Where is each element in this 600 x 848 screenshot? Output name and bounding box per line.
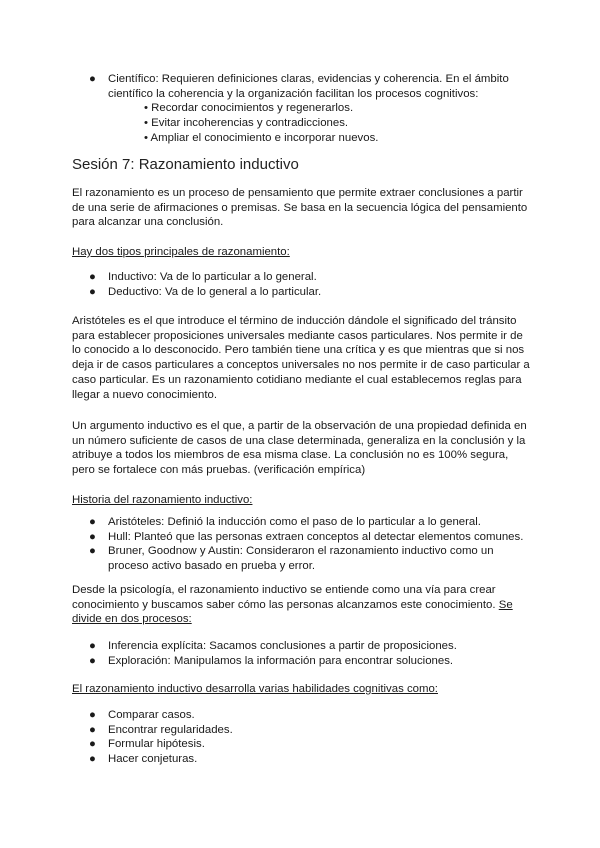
sub-list-item: • Recordar conocimientos y regenerarlos. bbox=[144, 102, 354, 115]
list-item bbox=[72, 530, 532, 545]
list-item-text: Inferencia explícita: Sacamos conclusiones a partir de proposiciones. bbox=[108, 640, 457, 652]
list-item-text: Deductivo: Va de lo general a lo particular. bbox=[108, 285, 322, 298]
bullet-icon: ● bbox=[89, 73, 96, 85]
list-item bbox=[72, 723, 532, 738]
list-item-text: Hull: Planteó que las personas extraen conceptos al detectar elementos comunes. bbox=[108, 530, 524, 543]
list-item-text: Aristóteles: Definió la inducción como el paso de lo particular a lo general. bbox=[108, 516, 481, 528]
aristoteles-paragraph: Aristóteles es el que introduce el término de inducción dándole el significado del tránsito para establecer proposiciones universales mediante casos particulares. Nos permite ir de lo conocido a lo desconocido. Pero también tiene una crítica y es que mientras que si nos deja ir de casos particulares a conceptos universales no nos permite ir de caso particular a caso particular. Es un razonamiento cotidiano mediante el cual establecemos reglas para llegar a nuevo conocimiento. bbox=[72, 315, 530, 401]
list-item bbox=[72, 708, 532, 723]
list-item bbox=[72, 515, 532, 530]
bullet-icon: ● bbox=[89, 753, 96, 766]
argument-paragraph: Un argumento inductivo es el que, a partir de la observación de una propiedad definida en un número suficiente de casos de una clase determinada, generaliza en la conclusión y la atribuye a todos los miembros de esa misma clase. La conclusión no es 100% segura, pero se fortalece con más pruebas. (verificación empírica) bbox=[72, 420, 527, 477]
psych-text: Desde la psicología, el razonamiento inductivo se entiende como una vía para crear conocimiento y buscamos saber cómo las personas alcanzamos este conocimiento. bbox=[72, 584, 496, 611]
skills-list bbox=[72, 708, 532, 767]
sub-list-item: • Ampliar el conocimiento e incorporar nuevos. bbox=[144, 131, 379, 144]
list-item-text: Exploración: Manipulamos la información para encontrar soluciones. bbox=[108, 654, 454, 667]
list-item bbox=[72, 544, 532, 573]
skills-heading: El razonamiento inductivo desarrolla varias habilidades cognitivas como: bbox=[72, 683, 438, 695]
sub-list bbox=[108, 101, 532, 145]
list-item-text: Encontrar regularidades. bbox=[108, 723, 233, 736]
process-list bbox=[72, 639, 532, 668]
bullet-icon: ● bbox=[89, 530, 96, 543]
types-heading: Hay dos tipos principales de razonamiento: bbox=[72, 246, 290, 258]
psych-paragraph bbox=[72, 583, 532, 627]
list-item-text: Bruner, Goodnow y Austin: Consideraron el razonamiento inductivo como un proceso activo basado en prueba y error. bbox=[108, 545, 494, 573]
bullet-icon: ● bbox=[89, 738, 96, 751]
history-list bbox=[72, 515, 532, 574]
bullet-icon: ● bbox=[89, 723, 96, 736]
bullet-icon: ● bbox=[89, 640, 96, 652]
section-title: Sesión 7: Razonamiento inductivo bbox=[72, 156, 299, 173]
bullet-icon: ● bbox=[89, 516, 96, 528]
list-item-text: Inductivo: Va de lo particular a lo general. bbox=[108, 271, 317, 283]
list-item bbox=[72, 654, 532, 669]
list-item bbox=[72, 285, 532, 300]
list-item bbox=[72, 270, 532, 285]
list-item bbox=[72, 639, 532, 654]
list-item-text: Formular hipótesis. bbox=[108, 738, 205, 751]
psych-underlined: Se divide en dos procesos: bbox=[72, 598, 513, 626]
bullet-icon: ● bbox=[89, 545, 96, 558]
bullet-icon: ● bbox=[89, 285, 96, 298]
bullet-icon: ● bbox=[89, 709, 96, 721]
bullet-icon: ● bbox=[89, 654, 96, 667]
list-item bbox=[72, 752, 532, 767]
top-bullet-list bbox=[72, 72, 532, 146]
list-item-text: Comparar casos. bbox=[108, 709, 195, 721]
list-item-text: Científico: Requieren definiciones claras, evidencias y coherencia. En el ámbito científico la coherencia y la organización facilitan los procesos cognitivos: bbox=[108, 73, 509, 100]
bullet-icon: ● bbox=[89, 271, 96, 283]
list-item-text: Hacer conjeturas. bbox=[108, 753, 198, 766]
list-item bbox=[72, 737, 532, 752]
types-list bbox=[72, 270, 532, 299]
intro-paragraph: El razonamiento es un proceso de pensamiento que permite extraer conclusiones a partir de una serie de afirmaciones o premisas. Se basa en la secuencia lógica del pensamiento para alcanzar una conclusión. bbox=[72, 187, 528, 229]
sub-list-item: • Evitar incoherencias y contradicciones. bbox=[144, 117, 349, 130]
history-heading: Historia del razonamiento inductivo: bbox=[72, 494, 253, 506]
list-item bbox=[72, 72, 532, 146]
